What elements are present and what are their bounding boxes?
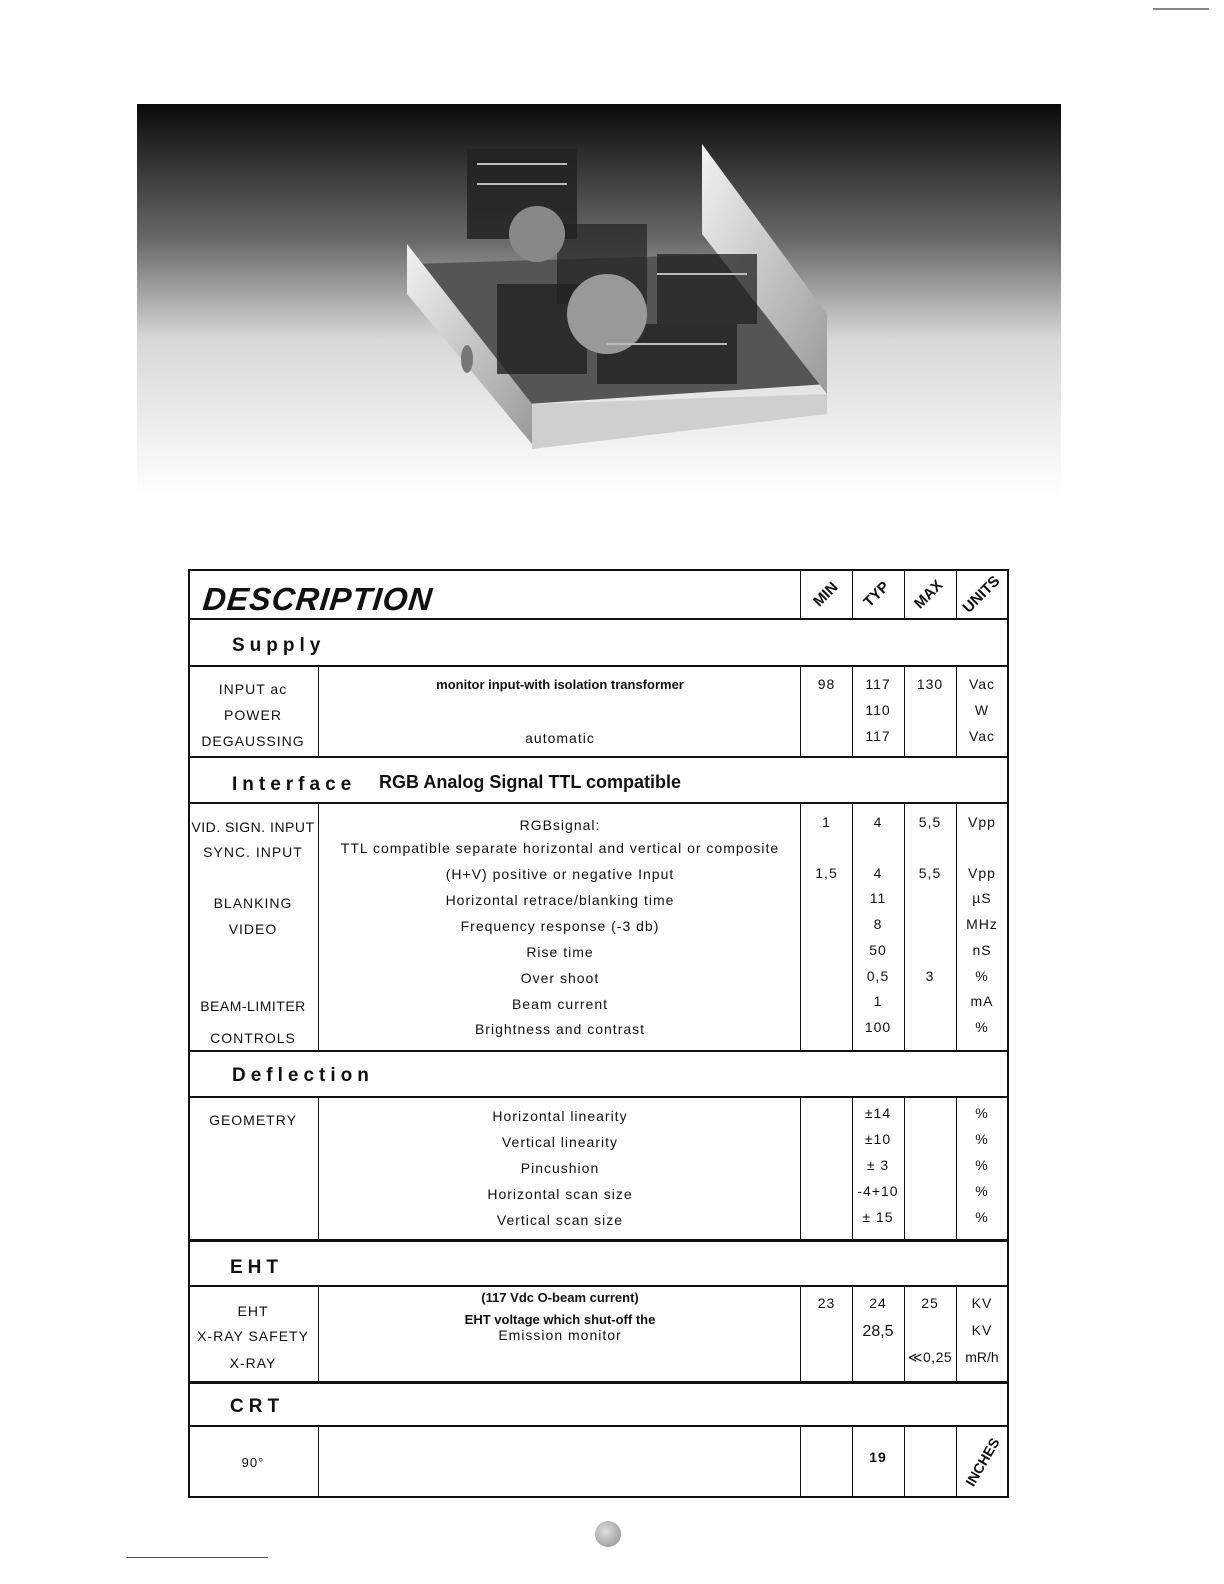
interface-subtitle: RGB Analog Signal TTL compatible	[379, 772, 682, 792]
supply-max: 130	[916, 676, 944, 692]
column-max-header: MAX	[911, 576, 947, 612]
interface-typ: 0,5	[866, 968, 890, 984]
bottom-rule	[126, 1557, 268, 1558]
deflection-unit: %	[975, 1131, 989, 1147]
eht-max: 25	[921, 1295, 939, 1311]
interface-typ: 8	[873, 916, 883, 932]
specification-table	[188, 569, 1009, 1498]
page-number-mark	[595, 1521, 621, 1547]
supply-desc: monitor input-with isolation transformer	[436, 677, 684, 692]
eht-typ: 28,5	[862, 1323, 894, 1340]
deflection-typ: ±10	[864, 1131, 892, 1147]
interface-unit: Vpp	[968, 814, 996, 830]
supply-unit: Vac	[968, 728, 996, 744]
supply-typ: 117	[865, 728, 891, 744]
deflection-desc: Horizontal linearity	[492, 1108, 628, 1124]
eht-min: 23	[817, 1295, 836, 1311]
section-title-eht: EHT	[230, 1257, 283, 1278]
interface-typ: 4	[873, 814, 883, 830]
interface-max: 5,5	[918, 814, 942, 830]
supply-label: POWER	[224, 707, 282, 723]
eht-desc: EHT voltage which shut-off the	[464, 1312, 656, 1327]
deflection-desc: Vertical linearity	[501, 1134, 619, 1150]
supply-typ: 117	[865, 676, 891, 692]
supply-typ: 110	[865, 702, 891, 718]
interface-desc: RGBsignal:	[519, 817, 601, 833]
supply-unit: W	[974, 702, 990, 718]
deflection-typ: -4+10	[857, 1183, 899, 1199]
deflection-typ: ±14	[864, 1105, 892, 1121]
interface-label: BLANKING	[213, 895, 293, 911]
eht-label: X-RAY SAFETY	[197, 1328, 309, 1344]
section-title-crt: CRT	[230, 1396, 285, 1417]
top-rule	[1153, 8, 1209, 10]
section-title-deflection: Deflection	[232, 1065, 374, 1086]
interface-desc: Rise time	[526, 944, 594, 960]
interface-unit: µS	[972, 890, 992, 906]
interface-max: 5,5	[918, 865, 942, 881]
eht-label: EHT	[237, 1303, 269, 1319]
eht-max: ≪0,25	[907, 1349, 953, 1365]
deflection-unit: %	[975, 1105, 989, 1121]
interface-min: 1	[822, 814, 831, 830]
deflection-typ: ± 15	[862, 1209, 894, 1225]
interface-desc: TTL compatible separate horizontal and vertical or composite	[340, 840, 780, 856]
eht-unit: mR/h	[965, 1349, 999, 1365]
monitor-chassis-photo	[137, 104, 1061, 496]
deflection-label: GEOMETRY	[209, 1112, 297, 1128]
column-min-header: MIN	[810, 578, 842, 610]
deflection-desc: Pincushion	[520, 1160, 600, 1176]
crt-typ: 19	[869, 1449, 887, 1465]
interface-desc: Brightness and contrast	[474, 1021, 646, 1037]
eht-unit: KV	[971, 1322, 993, 1338]
interface-typ: 50	[869, 942, 887, 958]
deflection-desc: Horizontal scan size	[487, 1186, 633, 1202]
interface-desc: Frequency response (-3 db)	[460, 918, 660, 934]
interface-min: 1,5	[815, 865, 838, 881]
column-typ-header: TYP	[860, 577, 894, 611]
interface-unit: nS	[972, 942, 992, 958]
section-title-interface: Interface	[232, 774, 357, 795]
deflection-unit: %	[975, 1183, 989, 1199]
interface-label: CONTROLS	[210, 1030, 296, 1046]
table-header	[188, 569, 1009, 619]
interface-typ: 100	[864, 1019, 892, 1035]
crt-unit: INCHES	[961, 1435, 1003, 1489]
interface-unit: Vpp	[968, 865, 996, 881]
interface-typ: 11	[869, 890, 887, 906]
supply-min: 98	[817, 676, 836, 692]
deflection-unit: %	[975, 1209, 989, 1225]
supply-label: DEGAUSSING	[201, 733, 305, 749]
interface-label: VID. SIGN. INPUT	[191, 819, 315, 835]
interface-label: VIDEO	[228, 921, 278, 937]
crt-label: 90°	[241, 1455, 265, 1470]
interface-label: SYNC. INPUT	[203, 844, 303, 860]
supply-desc: automatic	[525, 730, 595, 746]
eht-label: X-RAY	[229, 1355, 277, 1371]
deflection-unit: %	[975, 1157, 989, 1173]
interface-unit: MHz	[966, 916, 998, 932]
interface-unit: %	[975, 968, 989, 984]
deflection-desc: Vertical scan size	[496, 1212, 624, 1228]
interface-desc: Beam current	[511, 996, 609, 1012]
column-units-header: UNITS	[959, 572, 1003, 616]
interface-desc: Horizontal retrace/blanking time	[445, 892, 675, 908]
interface-unit: %	[975, 1019, 989, 1035]
interface-typ: 4	[873, 865, 883, 881]
section-title-supply: Supply	[232, 635, 326, 656]
eht-unit: KV	[971, 1295, 993, 1311]
supply-label: INPUT ac	[218, 681, 288, 697]
interface-typ: 1	[873, 993, 883, 1009]
supply-unit: Vac	[968, 676, 996, 692]
deflection-typ: ± 3	[866, 1157, 890, 1173]
interface-desc: (H+V) positive or negative Input	[445, 866, 675, 882]
eht-typ: 24	[869, 1295, 887, 1311]
eht-desc: (117 Vdc O-beam current)	[481, 1290, 639, 1305]
interface-desc: Over shoot	[520, 970, 600, 986]
interface-unit: mA	[970, 993, 994, 1009]
eht-desc: Emission monitor	[498, 1327, 622, 1343]
interface-label: BEAM-LIMITER	[200, 998, 306, 1014]
interface-max: 3	[925, 968, 935, 984]
description-title: DESCRIPTION	[201, 581, 435, 617]
